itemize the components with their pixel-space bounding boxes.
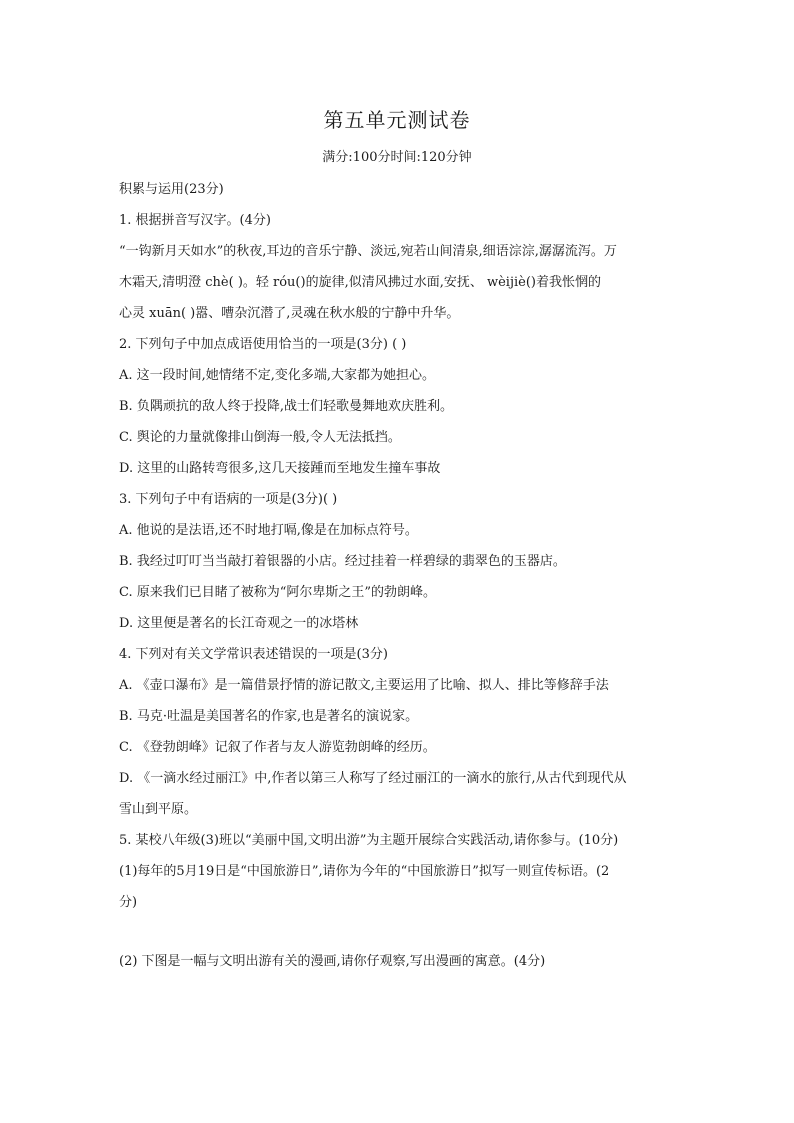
option-a: A. 他说的是法语,还不时地打嗝,像是在加标点符号。 — [119, 523, 418, 538]
option-c: C. 《登勃朗峰》记叙了作者与友人游览勃朗峰的经历。 — [119, 740, 436, 755]
option-b: B. 马克·吐温是美国著名的作家,也是著名的演说家。 — [119, 709, 419, 724]
option-d: D. 《一滴水经过丽江》中,作者以第三人称写了经过丽江的一滴水的旅行,从古代到现代从 — [119, 771, 627, 786]
option-d-continuation: 雪山到平原。 — [119, 802, 198, 817]
subquestion-2: (2) 下图是一幅与文明出游有关的漫画,请你仔观察,写出漫画的寓意。(4分) — [119, 954, 546, 969]
option-d: D. 这里的山路转弯很多,这几天接踵而至地发生撞车事故 — [119, 461, 441, 476]
exam-body — [119, 174, 679, 977]
option-c: C. 原来我们已目睹了被称为“阿尔卑斯之王”的勃朗峰。 — [119, 585, 437, 600]
question-2 — [119, 329, 679, 484]
question-4 — [119, 639, 679, 825]
passage-line: “一钩新月天如水”的秋夜,耳边的音乐宁静、淡远,宛若山间清泉,细语淙淙,潺潺流泻。万 — [119, 244, 617, 259]
question-stem: 3. 下列句子中有语病的一项是(3分)( ) — [119, 492, 338, 507]
subquestion-1-continuation: 分) — [119, 895, 138, 910]
option-b: B. 我经过叮叮当当敲打着银器的小店。经过挂着一样碧绿的翡翠色的玉器店。 — [119, 554, 566, 569]
exam-info: 满分:100分时间:120分钟 — [322, 150, 472, 165]
question-stem: 5. 某校八年级(3)班以“美丽中国,文明出游”为主题开展综合实践活动,请你参与。(10分) — [119, 833, 619, 848]
option-a: A. 这一段时间,她情绪不定,变化多端,大家都为她担心。 — [119, 368, 436, 383]
question-stem: 4. 下列对有关文学常识表述错误的一项是(3分) — [119, 647, 388, 662]
question-5 — [119, 825, 679, 977]
option-c: C. 舆论的力量就像排山倒海一般,令人无法抵挡。 — [119, 430, 401, 445]
option-a: A. 《壶口瀑布》是一篇借景抒情的游记散文,主要运用了比喻、拟人、排比等修辞手法 — [119, 678, 609, 693]
question-stem: 1. 根据拼音写汉字。(4分) — [119, 213, 271, 228]
subquestion-1: (1)每年的5月19日是“中国旅游日”,请你为今年的“中国旅游日”拟写一则宣传标语。(2 — [119, 864, 610, 879]
question-1 — [119, 205, 679, 329]
option-d: D. 这里便是著名的长江奇观之一的冰塔林 — [119, 616, 359, 631]
page-title: 第五单元测试卷 — [323, 108, 471, 132]
passage-line: 心灵 xuān( )嚣、嘈杂沉潜了,灵魂在秋水般的宁静中升华。 — [119, 306, 460, 321]
question-3 — [119, 484, 679, 639]
question-stem: 2. 下列句子中加点成语使用恰当的一项是(3分) ( ) — [119, 337, 407, 352]
option-b: B. 负隅顽抗的敌人终于投降,战士们轻歌曼舞地欢庆胜利。 — [119, 399, 453, 414]
passage-line: 木霜天,清明澄 chè( )。轻 róu()的旋律,似清风拂过水面,安抚、 wèijiè()着我怅惘的 — [119, 275, 601, 290]
section-heading: 积累与运用(23分) — [119, 182, 224, 197]
